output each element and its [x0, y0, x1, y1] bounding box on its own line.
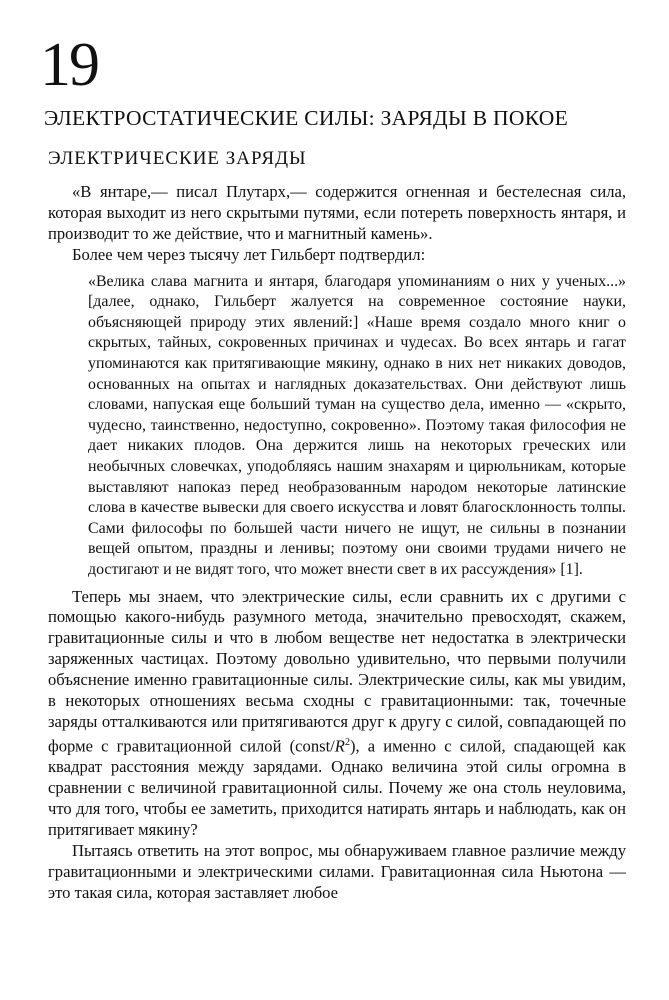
quote-text: «Велика слава магнита и янтаря, благодаря упоминаниям о них у ученых...» [далее, однако, Гильберт жалуется на современное состояние науки, объясняющей природу этих явлений:] «Наше время создало много книг о скрытых, тайных, сокровенных причинах и чудесах. Во всех янтарь и гагат упоминаются как притягивающие мякину, однако в них нет никаких доводов, основанных на опытах и наглядных доказательствах. Они действуют лишь словами, напуская еще больший туман на существо дела, именно — «скрыто, чудесно, таинственно, недоступно, сокровенно». Поэтому такая философия не дает никаких плодов. Она держится лишь на некоторых греческих или необычных словечках, уподобляясь нашим знахарям и цирюльникам, которые выставляют напоказ перед необразованным народом некоторые латинские слова в качестве вывески для своего искусства и ловят благосклонность толпы. Сами философы по большей части ничего не ищут, не сильны в познании вещей опытом, праздны и ленивы; поэтому они своими трудами ничего не достигают и не видят того, что может внести свет в их рассуждения» [1]. [88, 272, 626, 578]
formula-variable: R [334, 736, 345, 756]
paragraph-electric-forces [48, 587, 626, 841]
paragraph-plutarch: «В янтаре,— писал Плутарх,— содержится огненная и бестелесная сила, которая выходит из него скрытыми путями, если потереть поверхность янтаря, и производит то же действие, что и магнитный камень». [48, 182, 626, 243]
chapter-number: 19 [40, 31, 98, 99]
paragraph-text-after-formula: ), а именно с силой, спадающей как квадрат расстояния между зарядами. Однако величина этой силы огромна в сравнении с величиной гравитационной силы. Почему же она столь неуловима, что для того, чтобы ее заметить, приходится натирать янтарь и наблюдать, как он притягивает мякину? [48, 736, 626, 840]
paragraph-difference: Пытаясь ответить на этот вопрос, мы обнаруживаем главное различие между гравитационными и электрическими силами. Гравитационная сила Ньютона — это такая сила, которая заставляет любое [48, 840, 626, 902]
paragraph-text-before-formula: Теперь мы знаем, что электрические силы, если сравнить их с другими с помощью какого-нибудь разумного метода, значительно превосходят, скажем, гравитационные силы и что в любом веществе нет недостатка в электрически заряженных частицах. Поэтому довольно удивительно, что первыми получили объяснение именно гравитационные силы. Электрические силы, как мы увидим, в некоторых отношениях весьма сходны с гравитационными: так, точечные заряды отталкиваются или притягиваются друг к другу с силой, совпадающей по форме с гравитационной силой (const/ [48, 586, 626, 756]
paragraph-gilbert-intro: Более чем через тысячу лет Гильберт подтвердил: [72, 244, 426, 264]
body-text [48, 182, 626, 904]
formula-exponent: 2 [344, 736, 350, 748]
gilbert-quote [88, 272, 626, 581]
section-title: ЭЛЕКТРИЧЕСКИЕ ЗАРЯДЫ [48, 148, 307, 169]
chapter-title: ЭЛЕКТРОСТАТИЧЕСКИЕ СИЛЫ: ЗАРЯДЫ В ПОКОЕ [44, 106, 569, 130]
